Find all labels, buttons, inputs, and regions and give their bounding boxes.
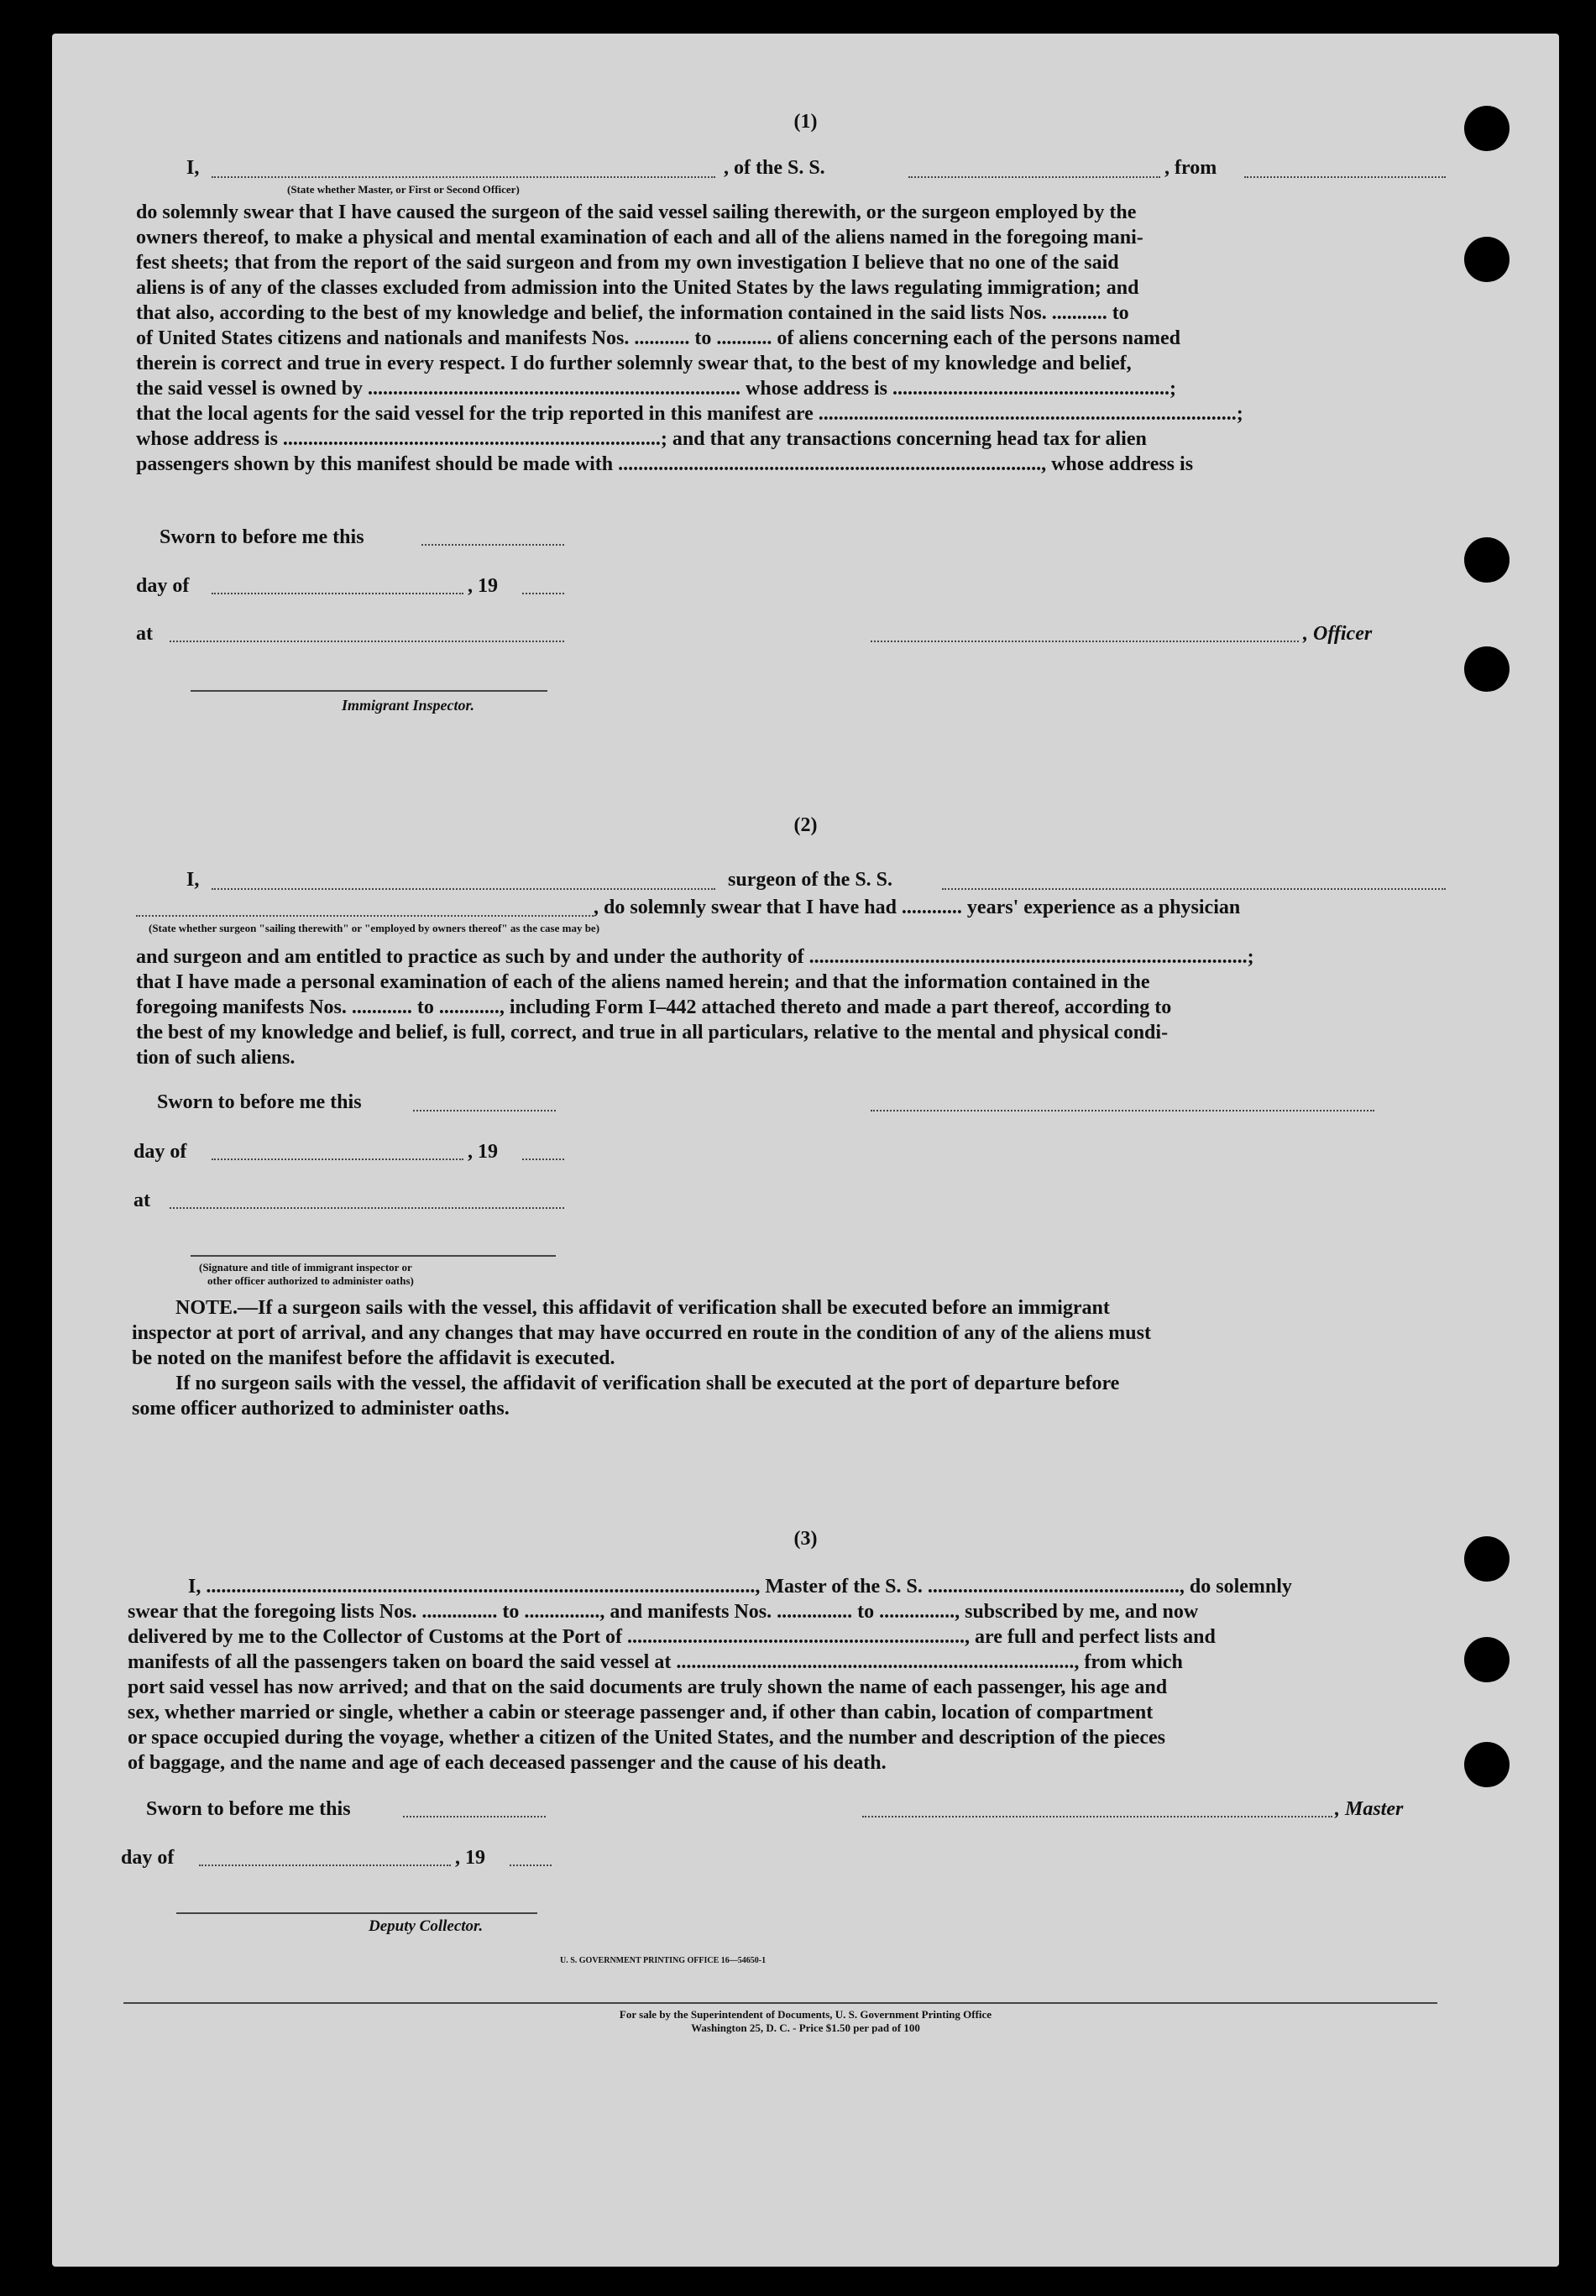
surgeon-name-field[interactable]: [212, 888, 715, 890]
sec2-surgeon-type-field[interactable]: [136, 915, 594, 917]
sec1-officer-label: , Officer: [1303, 623, 1373, 645]
sec2-sig-note-2: other officer authorized to administer oaths): [207, 1274, 414, 1287]
sec1-year-label: , 19: [468, 575, 498, 597]
sec2-i-prefix: I,: [186, 869, 200, 891]
surgeon-note-text: NOTE.—If a surgeon sails with the vessel, this affidavit of verification shall be executed before an immigrant inspector at port of arrival, and any changes that may have occurred en route in the condition of any of the aliens must be noted on the manifest before the affidavit is executed. If no surgeon sails with the vessel, the affidavit of verification shall be executed at the port of departure before some officer authorized to administer oaths.: [132, 1297, 1151, 1420]
inspector-signature-line[interactable]: [191, 690, 547, 692]
sec2-year-field[interactable]: [522, 1158, 564, 1160]
officer-signature-field[interactable]: [871, 641, 1299, 642]
binder-hole: [1464, 537, 1510, 583]
binder-hole: [1464, 237, 1510, 282]
section-3-number: (3): [793, 1528, 818, 1550]
footer-rule: [123, 2002, 1437, 2004]
sec3-oath-text: I, ............................................................................................................., Master of the S. S. .................................................., do solemnly swear that the foregoing lists Nos. ............... to ..............., and manifests Nos. ............... to ..............., subscribed by me, and now delivered by me to the Collector of Customs at the Port of ..................................................................., are full and perfect lists and manifests of all the passengers taken on board the said vessel at ..............................................................................., from which port said vessel has now arrived; and that on the said documents are truly shown the name of each passenger, his age and sex, whether married or single, whether a cabin or steerage passenger and, if other than cabin, location of compartment or space occupied during the voyage, whether a citizen of the United States, and the number and description of the pieces of baggage, and the name and age of each deceased passenger and the cause of his death.: [128, 1576, 1292, 1774]
sale-notice-2: Washington 25, D. C. - Price $1.50 per pad of 100: [691, 2021, 920, 2034]
sec3-collector-label: Deputy Collector.: [369, 1917, 484, 1935]
sec3-sworn-label: Sworn to before me this: [146, 1798, 351, 1820]
binder-hole: [1464, 1742, 1510, 1787]
sec1-of-ss-label: , of the S. S.: [724, 157, 825, 179]
sec1-from-label: , from: [1164, 157, 1217, 179]
sec2-vessel-field[interactable]: [942, 888, 1446, 890]
sec2-line2: , do solemnly swear that I have had ............ years' experience as a physician: [594, 897, 1241, 918]
binder-hole: [1464, 646, 1510, 692]
sec3-year-field[interactable]: [510, 1865, 552, 1866]
binder-hole: [1464, 1637, 1510, 1682]
sec2-at-field[interactable]: [170, 1207, 564, 1209]
sec1-day-field[interactable]: [212, 593, 463, 594]
form-page: [52, 34, 1559, 2267]
master-signature-field[interactable]: [862, 1816, 1332, 1817]
sec2-officer-signature-line[interactable]: [191, 1255, 556, 1257]
sec1-sworn-field[interactable]: [421, 544, 564, 546]
sec1-oath-text: do solemnly swear that I have caused the surgeon of the said vessel sailing therewith, or the surgeon employed by the owners thereof, to make a physical and mental examination of each and all of the aliens named in the foregoing mani- fest sheets; that from the report of the said surgeon and from my own investigation I believe that no one of the said aliens is of any of the classes excluded from admission into the United States by the laws regulating immigration; and that also, according to the best of my knowledge and belief, the information contained in the said lists Nos. ........... to of United States citizens and nationals and manifests Nos. ........... to ........... of aliens concerning each of the persons named therein is correct and true in every respect. I do further solemnly swear that, to the best of my knowledge and belief, the said vessel is owned by .......................................................................... whose address is .......................................................; that the local agents for the said vessel for the trip reported in this manifest are ...................................................................................; whose address is ...........................................................................; and that any transactions concerning head tax for alien passengers shown by this manifest should be made with ...................................................................................., whose address is: [136, 201, 1243, 475]
sec2-oath-text: and surgeon and am entitled to practice as such by and under the authority of .......................................................................................; that I have made a personal examination of each of the aliens named herein; and that the information contained in the foregoing manifests Nos. ............ to ............, including Form I–442 attached thereto and made a part thereof, according to the best of my knowledge and belief, is full, correct, and true in all particulars, relative to the mental and physical condi- tion of such aliens.: [136, 946, 1254, 1069]
section-2-number: (2): [793, 814, 818, 836]
sec2-year-label: , 19: [468, 1141, 498, 1163]
sec3-master-label: , Master: [1335, 1798, 1404, 1820]
from-port-field[interactable]: [1244, 176, 1446, 178]
sec1-i-prefix: I,: [186, 157, 200, 179]
section-1-number: (1): [793, 111, 818, 133]
sec1-day-of-label: day of: [136, 575, 190, 597]
sec1-inspector-label: Immigrant Inspector.: [342, 697, 475, 714]
sec2-at-label: at: [133, 1190, 150, 1211]
sec3-year-label: , 19: [455, 1847, 485, 1869]
sec3-sworn-field[interactable]: [403, 1816, 546, 1817]
sec2-surgeon-note: (State whether surgeon "sailing therewith" or "employed by owners thereof" as the case may be): [149, 922, 600, 934]
sec2-sworn-label: Sworn to before me this: [157, 1091, 362, 1113]
sec1-officer-note: (State whether Master, or First or Second Officer): [287, 183, 520, 196]
officer-name-field[interactable]: [212, 176, 715, 178]
sec3-day-field[interactable]: [199, 1865, 451, 1866]
sec1-at-field[interactable]: [170, 641, 564, 642]
sec2-surgeon-of-label: surgeon of the S. S.: [728, 869, 893, 891]
sale-notice-1: For sale by the Superintendent of Documents, U. S. Government Printing Office: [619, 2008, 992, 2021]
collector-signature-line[interactable]: [176, 1912, 537, 1914]
sec2-sig-note-1: (Signature and title of immigrant inspector or: [199, 1261, 412, 1274]
sec1-sworn-label: Sworn to before me this: [160, 526, 364, 548]
sec2-sworn-field[interactable]: [413, 1110, 556, 1111]
surgeon-signature-field[interactable]: [871, 1110, 1374, 1111]
sec2-day-field[interactable]: [212, 1158, 463, 1160]
vessel-name-field[interactable]: [908, 176, 1160, 178]
sec1-year-field[interactable]: [522, 593, 564, 594]
gpo-imprint: U. S. GOVERNMENT PRINTING OFFICE 16—54650-1: [560, 1956, 767, 1965]
sec1-at-label: at: [136, 623, 153, 645]
sec2-day-of-label: day of: [133, 1141, 187, 1163]
sec3-day-of-label: day of: [121, 1847, 175, 1869]
